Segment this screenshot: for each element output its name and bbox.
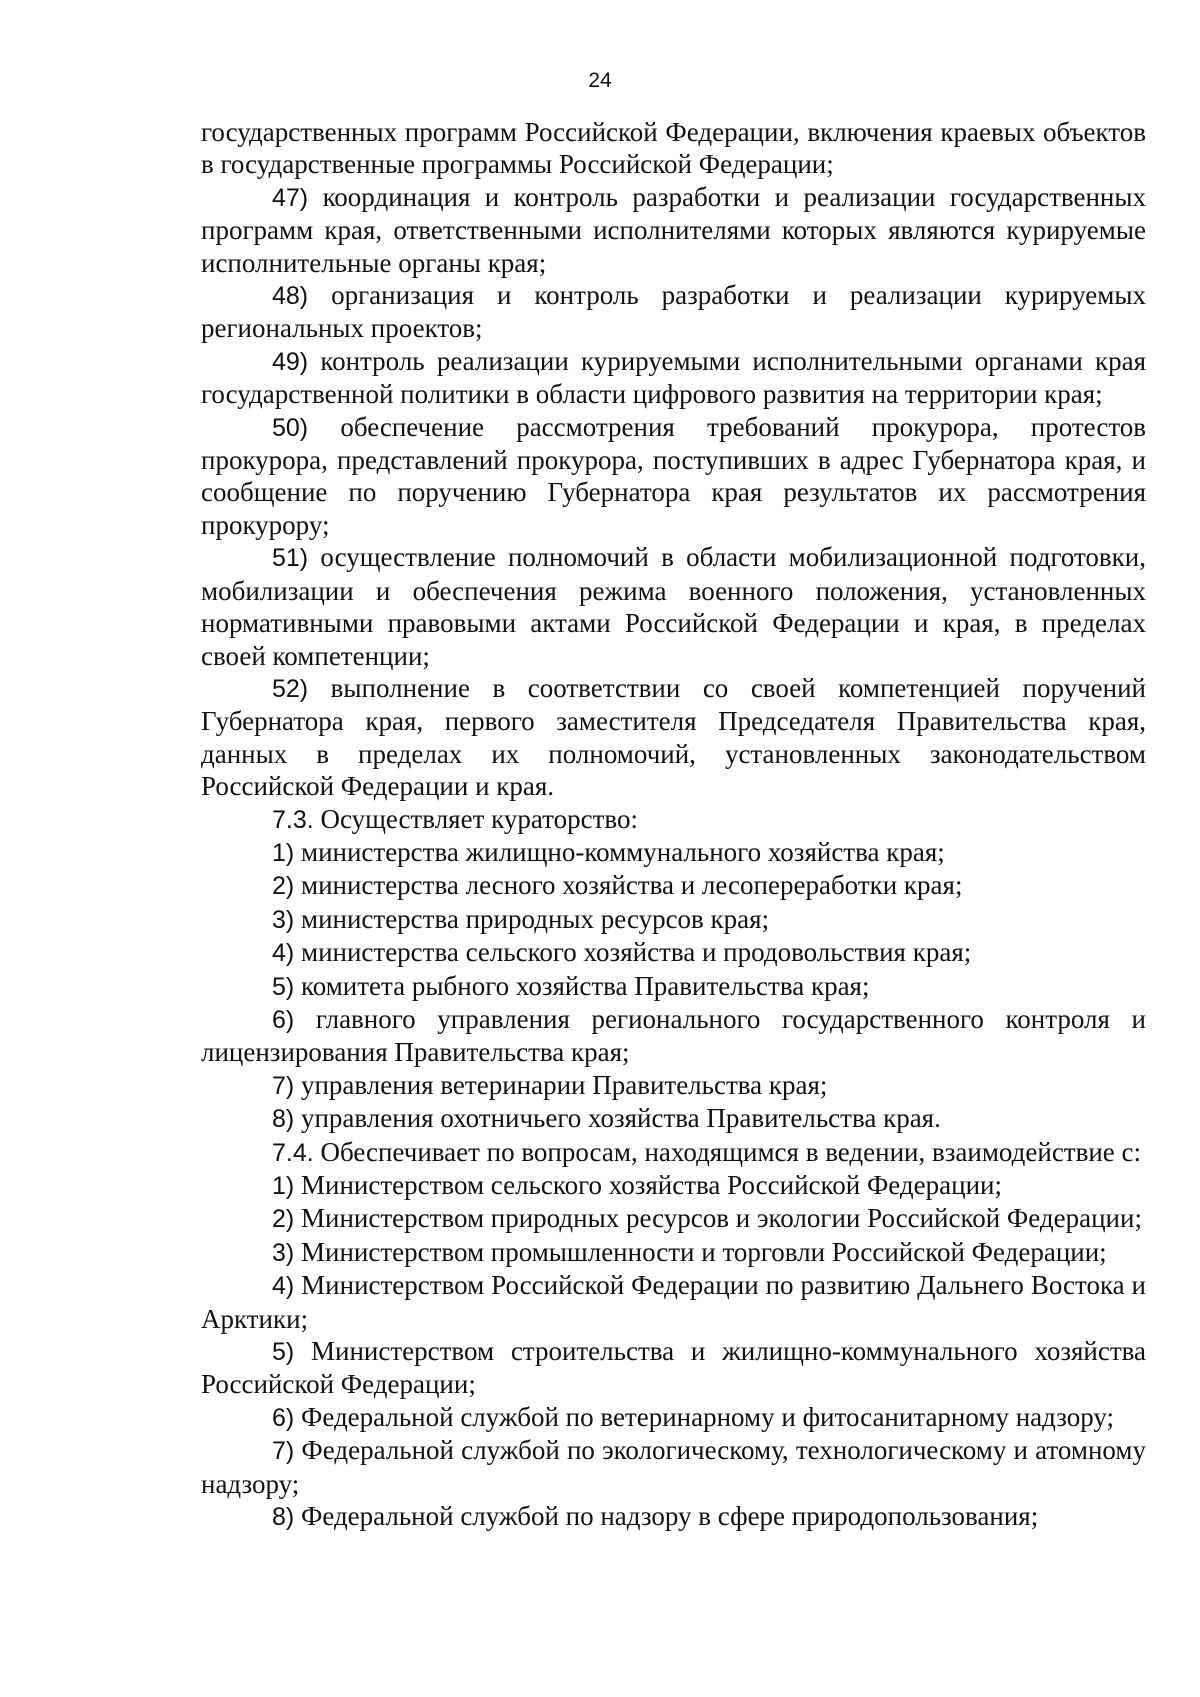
curation-item-2 xyxy=(201,869,1146,902)
item-text: Федеральной службой по экологическому, технологическому и атомному надзору; xyxy=(201,1435,1147,1499)
item-text: Министерством природных ресурсов и экологии Российской Федерации; xyxy=(300,1203,1142,1234)
item-number: 5) xyxy=(272,972,295,1001)
item-text: осуществление полномочий в области мобилизационной подготовки, мобилизации и обеспечения режима военного положения, установленных нормативными правовыми актами Российской Федерации и края, в пределах своей компетенции; xyxy=(201,542,1147,671)
item-number: 4) xyxy=(272,939,295,968)
curation-item-1 xyxy=(201,836,1146,869)
list-item-51 xyxy=(201,541,1146,672)
interaction-item-6 xyxy=(201,1401,1146,1434)
item-text: обеспечение рассмотрения требований прокурора, протестов прокурора, представлений прокурора, поступивших в адрес Губернатора края, и сообщение по поручению Губернатора края результатов их рассмотрения прокурору; xyxy=(201,411,1147,540)
list-item-49 xyxy=(201,345,1146,411)
item-number: 1) xyxy=(272,1172,295,1200)
item-text: главного управления регионального государственного контроля и лицензирования Правительства края; xyxy=(201,1003,1147,1068)
item-number: 51) xyxy=(272,544,309,573)
item-number: 4) xyxy=(272,1272,295,1301)
item-number: 8) xyxy=(272,1105,295,1134)
page-number: 24 xyxy=(588,69,612,92)
paragraph-text: государственных программ Российской Федерации, включения краевых объектов в государственные программы Российской Федерации; xyxy=(201,117,1146,180)
interaction-item-7 xyxy=(201,1434,1146,1500)
section-text: Обеспечивает по вопросам, находящимся в ведении, взаимодействие с: xyxy=(320,1136,1142,1167)
interaction-item-2 xyxy=(201,1202,1146,1235)
section-7-4 xyxy=(201,1136,1146,1169)
interaction-item-3 xyxy=(201,1236,1146,1269)
section-7-3 xyxy=(201,803,1146,836)
item-text: контроль реализации курируемыми исполнительными органами края государственной политики в области цифрового развития на территории края; xyxy=(201,345,1146,410)
list-item-50 xyxy=(201,411,1146,542)
item-text: министерства природных ресурсов края; xyxy=(300,903,770,934)
section-text: Осуществляет кураторство: xyxy=(320,803,638,834)
list-item-47 xyxy=(201,181,1146,279)
item-number: 52) xyxy=(272,674,309,703)
curation-item-8 xyxy=(201,1102,1146,1135)
item-text: управления охотничьего хозяйства Правительства края. xyxy=(300,1103,941,1134)
item-number: 6) xyxy=(272,1403,295,1432)
item-text: управления ветеринарии Правительства края; xyxy=(300,1069,828,1100)
section-number: 7.3. xyxy=(272,805,314,834)
item-text: координация и контроль разработки и реализации государственных программ края, ответственными исполнителями которых являются курируемые исполнительные органы края; xyxy=(201,181,1147,278)
item-number: 8) xyxy=(272,1503,295,1532)
curation-item-4 xyxy=(201,936,1146,969)
interaction-item-1 xyxy=(201,1169,1146,1202)
item-text: Федеральной службой по ветеринарному и фитосанитарному надзору; xyxy=(300,1401,1115,1432)
item-number: 49) xyxy=(272,347,309,376)
item-text: Министерством Российской Федерации по развитию Дальнего Востока и Арктики; xyxy=(201,1270,1147,1334)
curation-item-7 xyxy=(201,1069,1146,1102)
item-text: Министерством сельского хозяйства Российской Федерации; xyxy=(300,1170,1002,1200)
item-number: 5) xyxy=(272,1338,295,1367)
item-text: министерства сельского хозяйства и продовольствия края; xyxy=(300,937,972,968)
item-number: 3) xyxy=(272,905,295,934)
list-item-48 xyxy=(201,279,1146,345)
interaction-item-5 xyxy=(201,1335,1146,1401)
section-number: 7.4. xyxy=(272,1138,314,1167)
item-number: 48) xyxy=(272,282,309,311)
document-body xyxy=(201,116,1146,1533)
list-item-52 xyxy=(201,672,1146,803)
item-number: 47) xyxy=(272,183,309,212)
item-text: выполнение в соответствии со своей компетенцией поручений Губернатора края, первого заместителя Председателя Правительства края, данных в пределах их полномочий, установленных законодательством Российской Федерации и края. xyxy=(201,672,1147,802)
item-number: 3) xyxy=(272,1238,295,1267)
item-number: 1) xyxy=(272,838,295,867)
item-text: Федеральной службой по надзору в сфере природопользования; xyxy=(300,1501,1039,1532)
item-number: 6) xyxy=(272,1005,295,1034)
item-number: 7) xyxy=(272,1437,295,1466)
interaction-item-8 xyxy=(201,1500,1146,1533)
item-text: комитета рыбного хозяйства Правительства края; xyxy=(300,970,870,1001)
curation-item-5 xyxy=(201,970,1146,1003)
item-text: Министерством промышленности и торговли Российской Федерации; xyxy=(300,1236,1107,1267)
paragraph-continuation xyxy=(201,116,1146,181)
item-text: Министерством строительства и жилищно-коммунального хозяйства Российской Федерации; xyxy=(201,1336,1147,1400)
item-number: 2) xyxy=(272,872,295,901)
curation-item-3 xyxy=(201,903,1146,936)
item-text: министерства лесного хозяйства и лесопереработки края; xyxy=(300,870,963,901)
interaction-item-4 xyxy=(201,1269,1146,1335)
item-number: 7) xyxy=(272,1071,295,1100)
item-number: 50) xyxy=(272,413,309,442)
curation-item-6 xyxy=(201,1003,1146,1069)
item-text: министерства жилищно-коммунального хозяйства края; xyxy=(300,836,945,867)
item-text: организация и контроль разработки и реализации курируемых региональных проектов; xyxy=(201,280,1146,344)
item-number: 2) xyxy=(272,1205,295,1234)
